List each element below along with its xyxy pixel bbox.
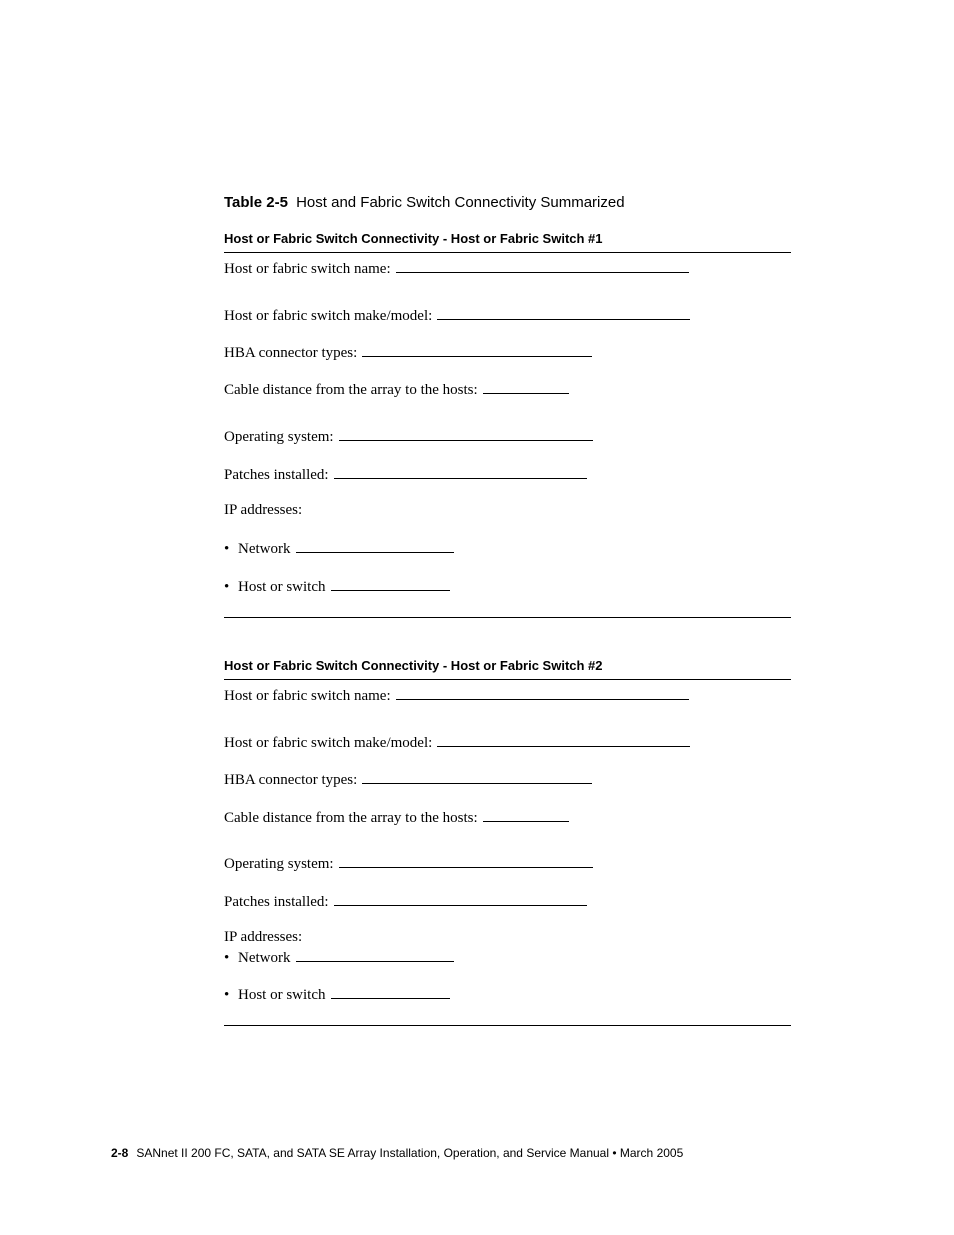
bullet-icon: • (224, 541, 230, 557)
field-cable-1 (224, 379, 569, 399)
field-label: Cable distance from the array to the hosts: (224, 382, 478, 398)
blank-line[interactable] (339, 426, 593, 441)
blank-line[interactable] (334, 464, 587, 479)
divider (224, 1025, 791, 1026)
field-label: Host or fabric switch make/model: (224, 735, 433, 751)
table-number: Table 2-5 (224, 194, 288, 211)
blank-line[interactable] (362, 769, 592, 784)
blank-line[interactable] (437, 305, 690, 320)
field-hba-1 (224, 342, 592, 362)
field-make-model-1 (224, 305, 690, 325)
field-cable-2 (224, 807, 569, 827)
field-label: Cable distance from the array to the hosts: (224, 810, 478, 826)
divider (224, 252, 791, 253)
field-host-switch-1 (224, 576, 450, 596)
field-os-1 (224, 426, 593, 446)
field-os-2 (224, 853, 593, 873)
table-caption (224, 194, 625, 211)
blank-line[interactable] (396, 258, 689, 273)
field-label: Network (238, 541, 291, 557)
section-heading-2: Host or Fabric Switch Connectivity - Host or Fabric Switch #2 (224, 658, 603, 673)
blank-line[interactable] (483, 379, 569, 394)
field-make-model-2 (224, 732, 690, 752)
field-label: Host or switch (238, 579, 326, 595)
blank-line[interactable] (339, 853, 593, 868)
blank-line[interactable] (331, 576, 450, 591)
blank-line[interactable] (331, 984, 450, 999)
page-footer (111, 1146, 683, 1160)
field-label: IP addresses: (224, 502, 303, 518)
field-host-switch-2 (224, 984, 450, 1004)
field-patches-1 (224, 464, 587, 484)
field-label: IP addresses: (224, 929, 303, 945)
field-label: Operating system: (224, 856, 334, 872)
field-label: Host or fabric switch name: (224, 688, 391, 704)
field-hba-2 (224, 769, 592, 789)
field-ip-1 (224, 501, 302, 519)
field-label: HBA connector types: (224, 345, 358, 361)
field-name-2 (224, 685, 689, 705)
blank-line[interactable] (437, 732, 690, 747)
bullet-icon: • (224, 950, 230, 966)
page-number: 2-8 (111, 1146, 129, 1160)
field-patches-2 (224, 891, 587, 911)
field-network-2 (224, 947, 454, 967)
field-ip-2 (224, 928, 302, 946)
footer-text: SANnet II 200 FC, SATA, and SATA SE Array Installation, Operation, and Service Manual • March 2005 (136, 1146, 684, 1160)
field-name-1 (224, 258, 689, 278)
bullet-icon: • (224, 987, 230, 1003)
field-label: Patches installed: (224, 894, 329, 910)
field-label: HBA connector types: (224, 772, 358, 788)
field-label: Patches installed: (224, 467, 329, 483)
blank-line[interactable] (334, 891, 587, 906)
field-label: Operating system: (224, 429, 334, 445)
field-label: Host or switch (238, 987, 326, 1003)
divider (224, 679, 791, 680)
blank-line[interactable] (296, 947, 454, 962)
blank-line[interactable] (483, 807, 569, 822)
blank-line[interactable] (396, 685, 689, 700)
blank-line[interactable] (296, 538, 454, 553)
blank-line[interactable] (362, 342, 592, 357)
field-label: Host or fabric switch make/model: (224, 308, 433, 324)
field-network-1 (224, 538, 454, 558)
divider (224, 617, 791, 618)
bullet-icon: • (224, 579, 230, 595)
field-label: Network (238, 950, 291, 966)
section-heading-1: Host or Fabric Switch Connectivity - Host or Fabric Switch #1 (224, 231, 603, 246)
field-label: Host or fabric switch name: (224, 261, 391, 277)
table-title: Host and Fabric Switch Connectivity Summarized (296, 194, 625, 211)
